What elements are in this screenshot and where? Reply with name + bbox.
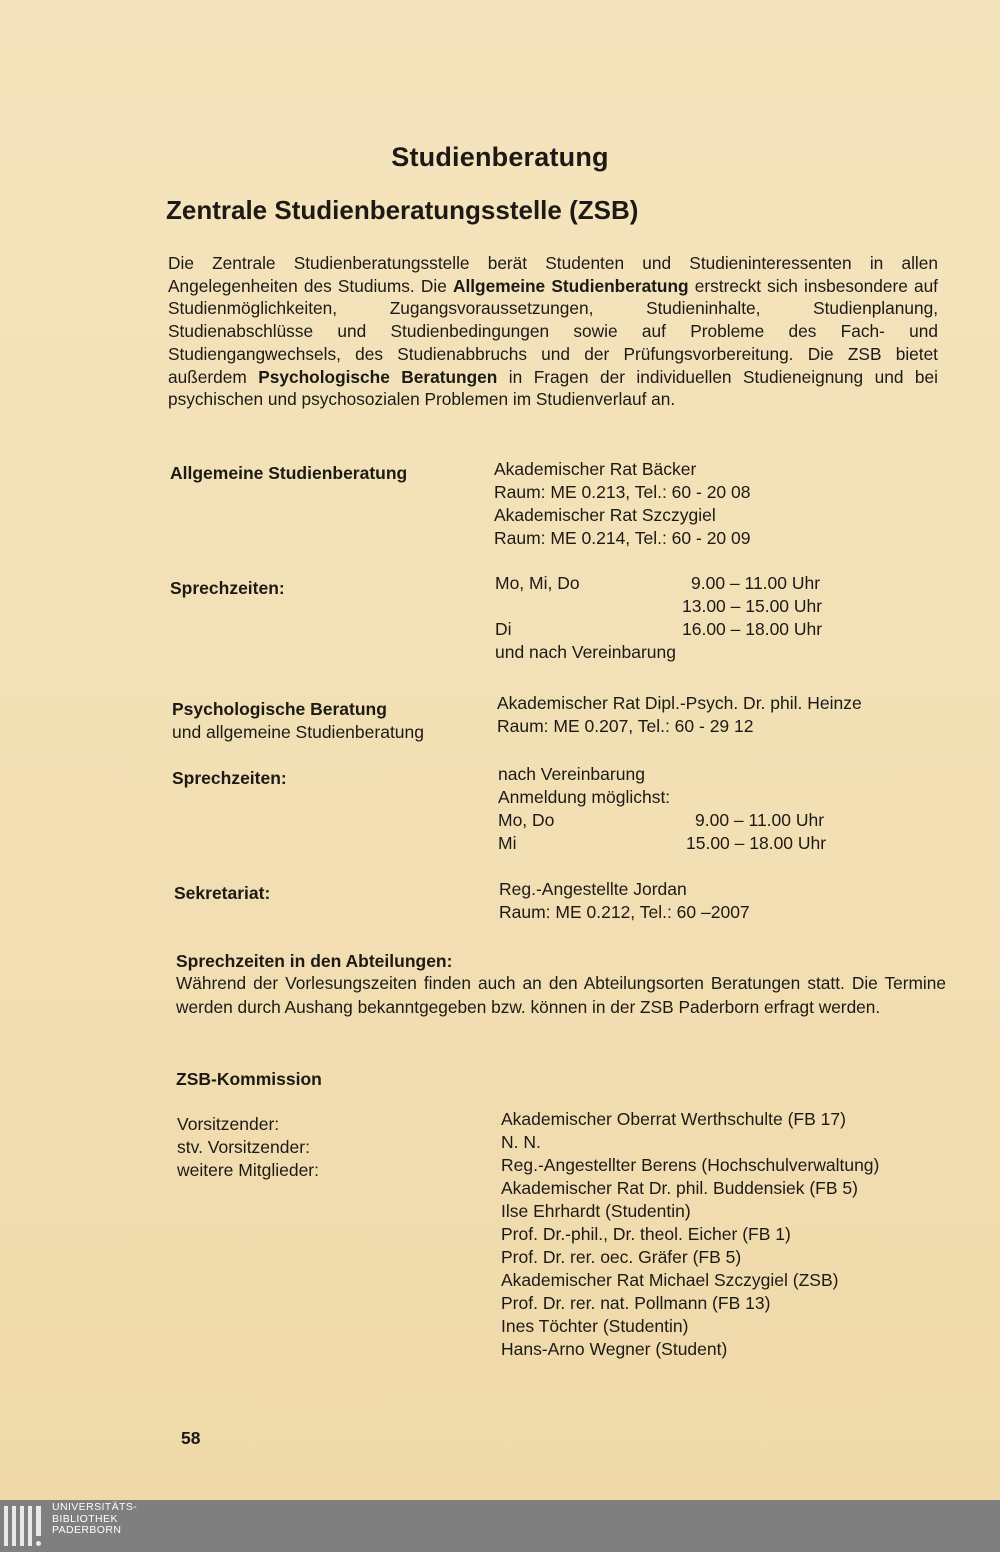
day-cell: Mo, Mi, Do [495,573,580,593]
contact-line: Reg.-Angestellte Jordan [499,879,687,899]
member-line: Prof. Dr. rer. nat. Pollmann (FB 13) [501,1293,771,1313]
contact-line: Akademischer Rat Bäcker [494,459,697,479]
member-line: Akademischer Oberrat Werthschulte (FB 17) [501,1109,846,1129]
intro-text-1: Die Zentrale Studienberatungsstelle berät Studenten und Studieninteressenten in allen Angelegenheiten des Studiums. Die [168,253,938,296]
intro-bold-2: Psychologische Beratungen [258,366,498,387]
role-label: Vorsitzender: [177,1114,280,1134]
member-line: Akademischer Rat Michael Szczygiel (ZSB) [501,1270,839,1290]
member-line: Ilse Ehrhardt (Studentin) [501,1201,691,1221]
member-line: Akademischer Rat Dr. phil. Buddensiek (FB 5) [501,1178,858,1198]
intro-bold-1: Allgemeine Studienberatung [452,275,689,296]
library-footer [0,1500,1000,1552]
sprechzeiten-table-2 [498,763,858,855]
day-cell: Di [495,619,512,639]
time-row [498,832,858,855]
library-logo-text [52,1502,137,1537]
allgemeine-contact [494,458,750,550]
day-cell: Mi [498,833,517,853]
contact-line: Raum: ME 0.213, Tel.: 60 - 20 08 [494,482,751,502]
note: Anmeldung möglichst: [498,787,671,807]
time-row [495,572,855,595]
member-line: N. N. [501,1132,541,1152]
psych-label-block [172,698,424,744]
logo-line: UNIVERSITÄTS- [52,1501,138,1513]
logo-line: BIBLIOTHEK [52,1512,118,1525]
sprechzeiten-label: Sprechzeiten: [170,578,285,598]
sprechzeiten-label-2: Sprechzeiten: [172,768,287,788]
day-cell: Mo, Do [498,810,555,830]
member-line: Prof. Dr. rer. oec. Gräfer (FB 5) [501,1247,742,1267]
note: und nach Vereinbarung [495,642,676,662]
note: nach Vereinbarung [498,764,645,784]
sekretariat-contact [499,878,750,924]
member-line: Prof. Dr.-phil., Dr. theol. Eicher (FB 1) [501,1224,791,1244]
intro-text-3: in Fragen der individuellen Studieneignung und bei psychischen und psychosozialen Problemen im Studienverlauf an. [168,366,938,410]
intro-text-2: erstreckt sich insbesondere auf Studienmöglichkeiten, Zugangsvoraussetzungen, Studieninhalte, Studienplanung, Studienabschlüsse und Studienbedingungen sowie auf Probleme des Fach- und Studiengangwechsels, des Studienabbruchs und der Prüfungsvorbereitung. Die ZSB bietet außerdem [168,275,938,387]
kommission-heading: ZSB-Kommission [176,1069,322,1089]
sprechzeiten-table [495,572,855,664]
time-cell: 15.00 – 18.00 Uhr [686,833,827,853]
section-heading: Zentrale Studienberatungsstelle (ZSB) [166,195,639,225]
contact-line: Akademischer Rat Dipl.-Psych. Dr. phil. Heinze [497,693,862,713]
contact-line: Raum: ME 0.214, Tel.: 60 - 20 09 [494,528,751,548]
logo-line: PADERBORN [52,1524,122,1536]
role-label: stv. Vorsitzender: [177,1137,310,1157]
time-row [498,809,858,832]
intro-paragraph [168,252,938,411]
psych-label: Psychologische Beratung [172,699,387,719]
page-heading: Studienberatung [391,142,609,172]
time-cell: 16.00 – 18.00 Uhr [682,619,823,639]
time-cell: 9.00 – 11.00 Uhr [695,810,825,830]
time-cell: 9.00 – 11.00 Uhr [691,573,821,593]
contact-line: Raum: ME 0.212, Tel.: 60 –2007 [499,902,750,922]
time-cell: 13.00 – 15.00 Uhr [682,596,823,616]
page-number: 58 [181,1428,201,1448]
contact-line: Akademischer Rat Szczygiel [494,505,716,525]
time-row [495,618,855,641]
kommission-labels [177,1113,319,1182]
sekretariat-label: Sekretariat: [174,883,271,903]
allgemeine-label: Allgemeine Studienberatung [170,463,408,483]
role-label: weitere Mitglieder: [177,1160,319,1180]
psych-label-sub: und allgemeine Studienberatung [172,722,424,742]
member-line: Reg.-Angestellter Berens (Hochschulverwaltung) [501,1155,880,1175]
abteilungen-heading: Sprechzeiten in den Abteilungen: [176,951,453,971]
member-line: Hans-Arno Wegner (Student) [501,1339,728,1359]
time-row [495,595,855,618]
psych-contact [497,692,862,738]
member-line: Ines Töchter (Studentin) [501,1316,689,1336]
abteilungen-text: Während der Vorlesungszeiten finden auch an den Abteilungsorten Beratungen statt. Die Termine werden durch Aushang bekanntgegeben bzw. können in der ZSB Paderborn erfragt werden. [176,973,946,1017]
kommission-members [501,1108,879,1361]
contact-line: Raum: ME 0.207, Tel.: 60 - 29 12 [497,716,754,736]
